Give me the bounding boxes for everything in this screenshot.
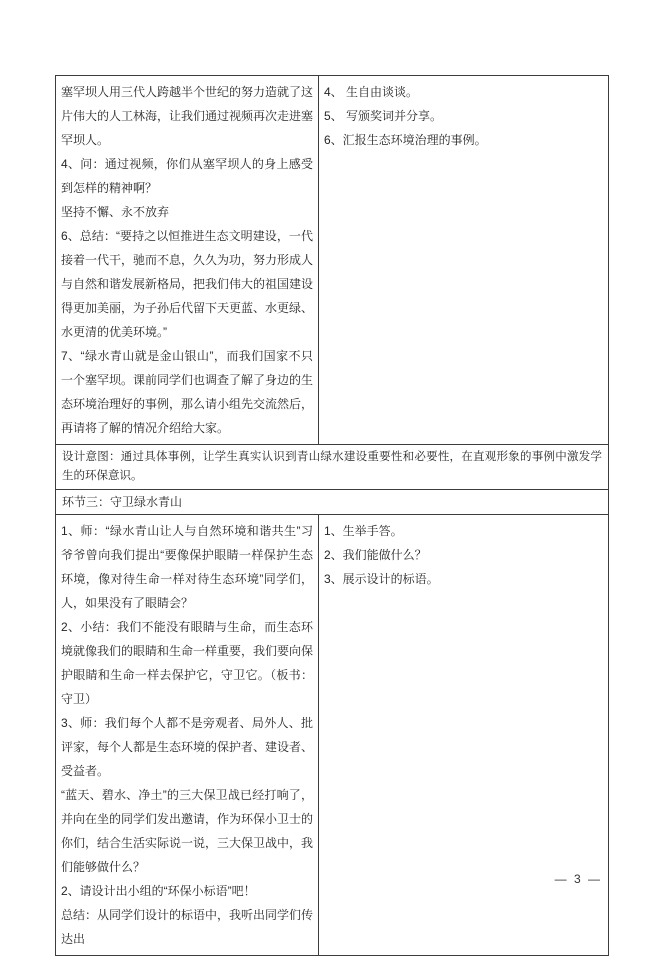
teacher-paragraph: 3、师：我们每个人都不是旁观者、局外人、批评家，每个人都是生态环境的保护者、建设者、受益者。: [61, 716, 314, 778]
table-row: [56, 515, 609, 956]
teacher-paragraph: 1、师：“绿水青山让人与自然环境和谐共生”习爷爷曾向我们提出“要像保护眼睛一样保护生态环境，像对待生命一样对待生态环境”同学们，人，如果没有了眼睛会？: [61, 524, 313, 610]
table-row: [56, 76, 609, 445]
teacher-activity-cell-1: [56, 76, 319, 445]
student-activity-item: 1、生举手答。: [324, 524, 403, 538]
student-activity-item: 6、汇报生态环境治理的事例。: [324, 133, 487, 147]
teacher-paragraph: 2、小结：我们不能没有眼睛与生命，而生态环境就像我们的眼睛和生命一样重要，我们要向保护眼睛和生命一样去保护它，守卫它。（板书：守卫）: [61, 620, 314, 706]
student-activity-cell-2: [319, 515, 609, 956]
student-activity-item: 4、 生自由谈谈。: [324, 85, 419, 99]
teacher-paragraph: 坚持不懈、永不放弃: [61, 205, 170, 219]
lesson-plan-table: [55, 75, 609, 956]
student-activity-item: 2、我们能做什么？: [324, 548, 427, 562]
table-row: [56, 445, 609, 490]
student-activity-cell-1: [319, 76, 609, 445]
teacher-activity-cell-2: [56, 515, 319, 956]
teacher-paragraph: 7、“绿水青山就是金山银山”，而我们国家不只一个塞罕坝。课前同学们也调查了解了身边的生态环境治理好的事例，那么请小组先交流然后，再请将了解的情况介绍给大家。: [61, 349, 314, 435]
student-activity-item: 5、 写颁奖词并分享。: [324, 109, 443, 123]
teacher-paragraph: 4、问：通过视频，你们从塞罕坝人的身上感受到怎样的精神啊？: [61, 157, 313, 195]
stage-header-cell: 环节三：守卫绿水青山: [56, 490, 609, 515]
design-intent-cell: 设计意图：通过具体事例，让学生真实认识到青山绿水建设重要性和必要性，在直观形象的事例中激发学生的环保意识。: [56, 445, 609, 490]
teacher-paragraph: 2、请设计出小组的“环保小标语”吧！: [61, 884, 256, 898]
teacher-paragraph: “蓝天、碧水、净土”的三大保卫战已经打响了，并向在坐的同学们发出邀请，作为环保小卫士的你们，结合生活实际说一说，三大保卫战中，我们能够做什么？: [61, 788, 314, 874]
page-number: — 3 —: [554, 872, 602, 886]
student-activity-item: 3、展示设计的标语。: [324, 572, 439, 586]
teacher-paragraph: 总结：从同学们设计的标语中，我听出同学们传达出: [61, 908, 314, 946]
teacher-paragraph: 塞罕坝人用三代人跨越半个世纪的努力造就了这片伟大的人工林海，让我们通过视频再次走进塞罕坝人。: [61, 85, 314, 147]
table-row: [56, 490, 609, 515]
teacher-paragraph: 6、总结：“要持之以恒推进生态文明建设，一代接着一代干，驰而不息，久久为功，努力形成人与自然和谐发展新格局，把我们伟大的祖国建设得更加美丽，为子孙后代留下天更蓝、水更绿、水更清的优美环境。”: [61, 229, 314, 339]
